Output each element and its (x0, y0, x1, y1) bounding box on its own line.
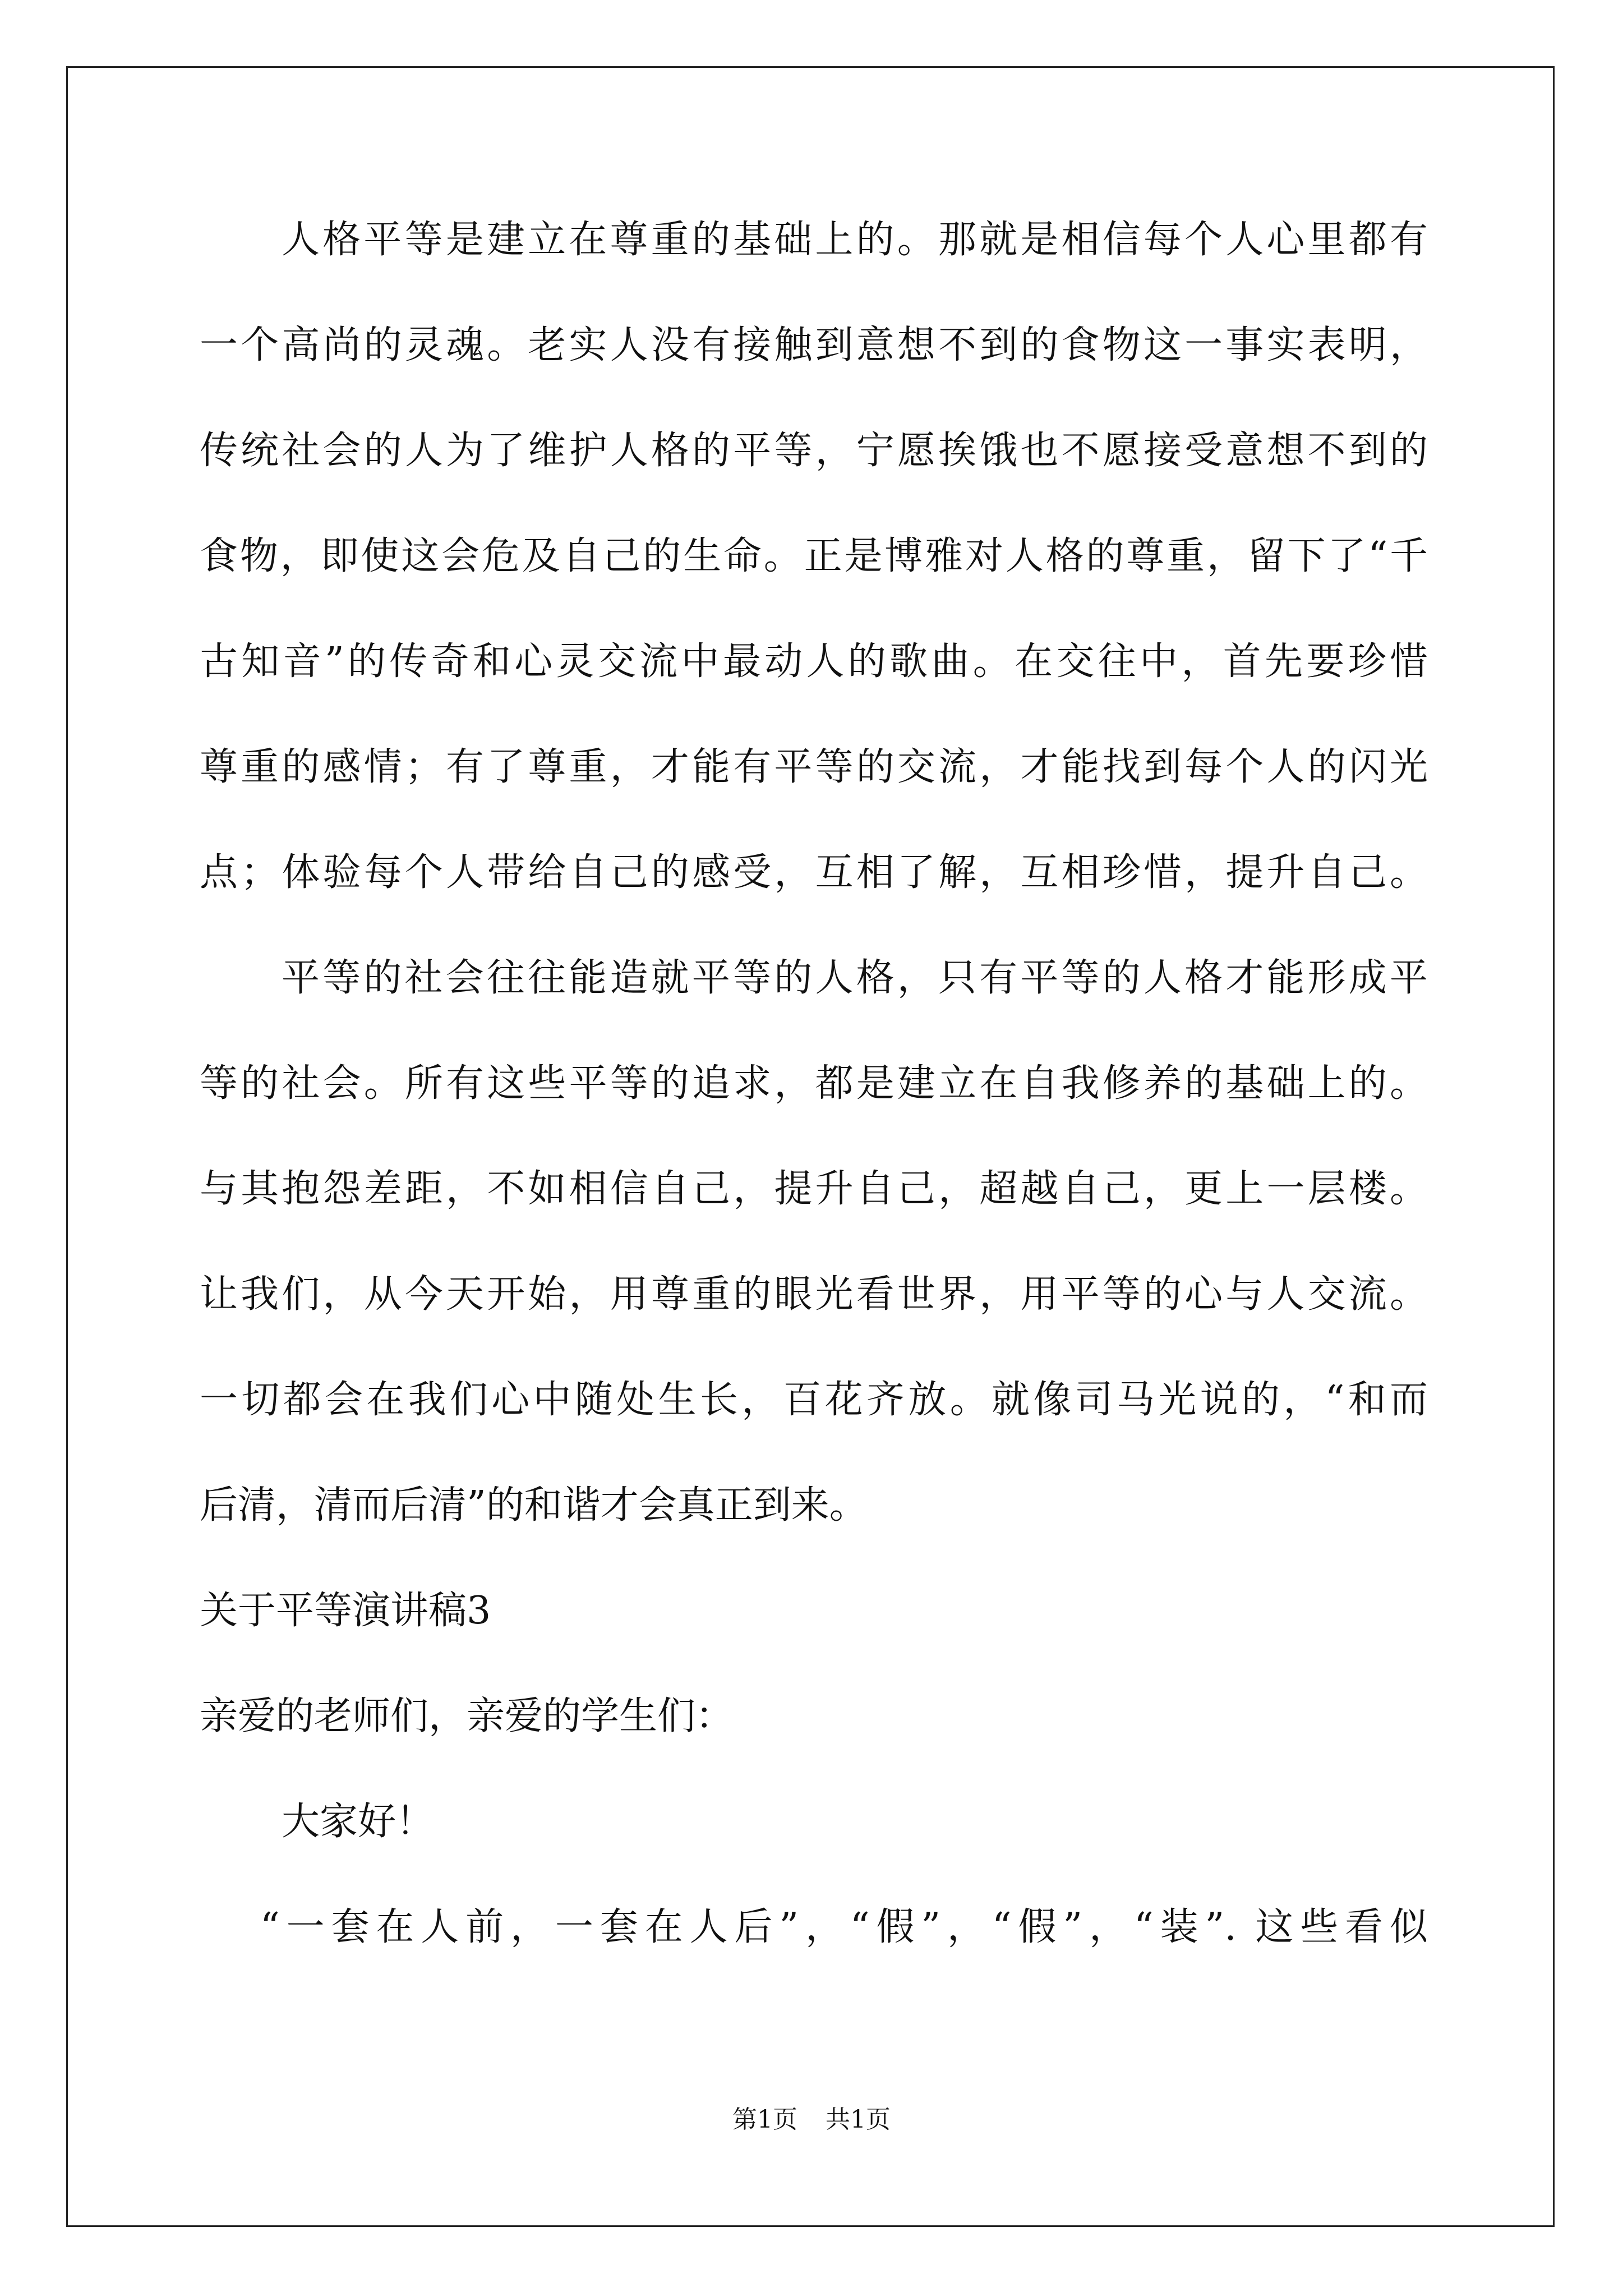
paragraph-line: 尊重的感情；有了尊重，才能有平等的交流，才能找到每个人的闪光 (200, 745, 1428, 789)
paragraph-line: 后清，清而后清”的和谐才会真正到来。 (200, 1483, 868, 1527)
paragraph-line: 传统社会的人为了维护人格的平等，宁愿挨饿也不愿接受意想不到的 (200, 429, 1428, 473)
paragraph-line: 食物，即使这会危及自己的生命。正是博雅对人格的尊重，留下了“千 (200, 534, 1428, 578)
paragraph-line: 一切都会在我们心中随处生长，百花齐放。就像司马光说的，“和而 (200, 1378, 1428, 1422)
page-footer (0, 2105, 1623, 2135)
paragraph-line: 人格平等是建立在尊重的基础上的。那就是相信每个人心里都有 (282, 218, 1428, 262)
paragraph-line: 与其抱怨差距，不如相信自己，提升自己，超越自己，更上一层楼。 (200, 1167, 1428, 1211)
salutation: 亲爱的老师们，亲爱的学生们： (200, 1694, 734, 1738)
page-frame (66, 66, 1555, 2227)
page-total: 共1页 (826, 2105, 891, 2134)
paragraph-line: “一套在人前，一套在人后”，“假”，“假”，“装”. 这些看似 (260, 1905, 1428, 1949)
section-heading: 关于平等演讲稿3 (200, 1589, 491, 1633)
greeting: 大家好！ (282, 1800, 435, 1844)
page-number: 第1页 (732, 2105, 797, 2134)
paragraph-line: 点；体验每个人带给自己的感受，互相了解，互相珍惜，提升自己。 (200, 850, 1428, 895)
paragraph-line: 平等的社会往往能造就平等的人格，只有平等的人格才能形成平 (282, 956, 1428, 1000)
paragraph-line: 让我们，从今天开始，用尊重的眼光看世界，用平等的心与人交流。 (200, 1272, 1428, 1317)
paragraph-line: 古知音”的传奇和心灵交流中最动人的歌曲。在交往中，首先要珍惜 (200, 639, 1428, 684)
paragraph-line: 一个高尚的灵魂。老实人没有接触到意想不到的食物这一事实表明， (200, 323, 1428, 367)
paragraph-line: 等的社会。所有这些平等的追求，都是建立在自我修养的基础上的。 (200, 1061, 1428, 1106)
